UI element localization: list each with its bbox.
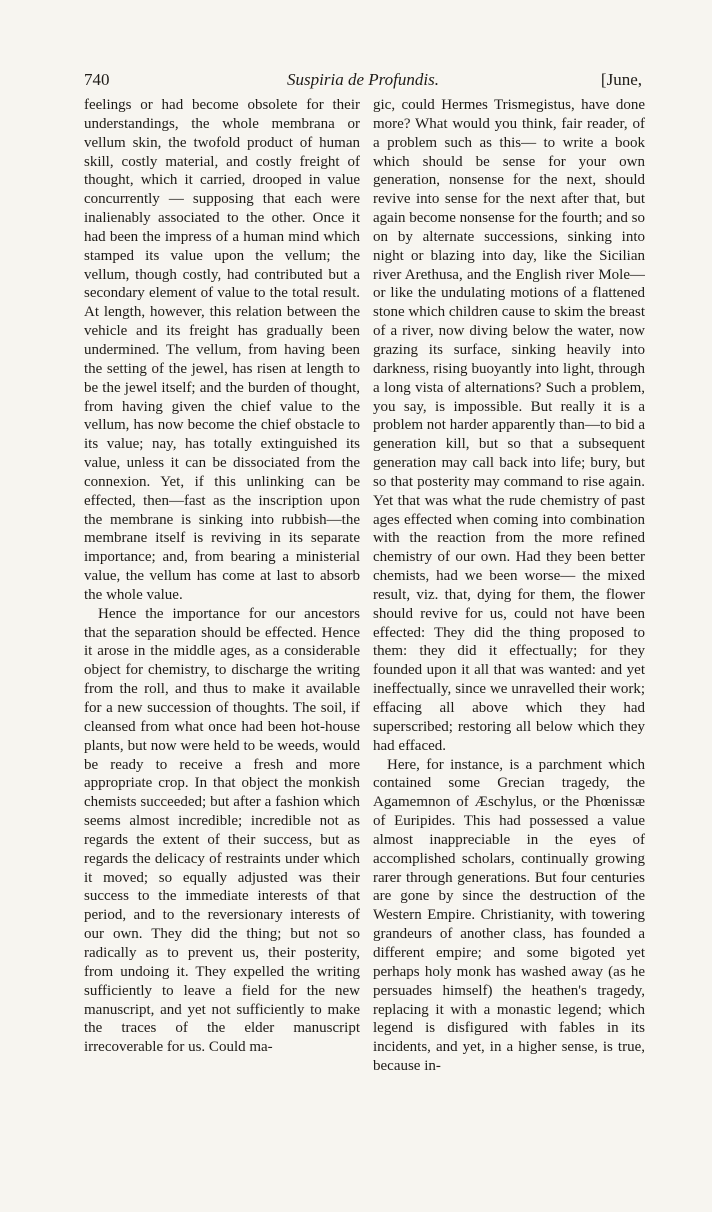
issue-month: [June,: [600, 70, 642, 89]
running-header: [84, 70, 642, 94]
right-column: [373, 96, 645, 1076]
left-paragraph-1: feelings or had become obsolete for their understandings, the whole membrana or vellum skin, the twofold product of human skill, costly material, and costly freight of thought, which it carried, drooped in value concurrently — supposing that each were inalienably associated to the other. Once it had been the impress of a human mind which stamped its value upon the vellum; the vellum, though costly, had contributed but a secondary element of value to the total result. At length, however, this relation between the vehicle and its freight has gradually been undermined. The vellum, from having been the setting of the jewel, has risen at length to be the jewel itself; and the burden of thought, from having given the chief value to the vellum, has now become the chief obstacle to its value; nay, has totally extinguished its value, unless it can be dissociated from the connexion. Yet, if this unlinking can be effected, then—fast as the inscription upon the membrane is sinking into rubbish—the membrane itself is reviving in its separate importance; and, from bearing a ministerial value, the vellum has come at last to absorb the whole value.: [84, 97, 360, 603]
page-number: 740: [84, 70, 110, 89]
running-title: Suspiria de Profundis.: [287, 70, 439, 89]
left-paragraph-2: Hence the importance for our ancestors that the separation should be effected. Hence it arose in the middle ages, as a considerable object for chemistry, to discharge the writing from the roll, and thus to make it available for a new succession of thoughts. The soil, if cleansed from what once had been hot-house plants, but now were held to be weeds, would be ready to receive a fresh and more appropriate crop. In that object the monkish chemists succeeded; but after a fashion which seems almost incredible; incredible not as regards the extent of their success, but as regards the delicacy of restraints under which it moved; so equally adjusted was their success to the immediate interests of that period, and to the reversionary interests of our own. They did the thing; but not so radically as to prevent us, their posterity, from undoing it. They expelled the writing sufficiently to leave a field for the new manuscript, and yet not sufficiently to make the traces of the elder manuscript irrecoverable for us. Could ma-: [84, 605, 360, 1056]
left-column: [84, 96, 360, 1057]
right-paragraph-1: gic, could Hermes Trismegistus, have done more? What would you think, fair reader, of a problem such as this— to write a book which should be sense for your own generation, nonsense for the next, should revive into sense for the next after that, but again become nonsense for the fourth; and so on by alternate successions, sinking into night or blazing into day, like the Sicilian river Arethusa, and the English river Mole—or like the undulating motions of a flattened stone which children cause to skim the breast of a river, now diving below the water, now grazing its surface, sinking heavily into darkness, rising buoyantly into light, through a long vista of alternations? Such a problem, you say, is impossible. But really it is a problem not harder apparently than—to bid a generation kill, but so that a subsequent generation may call back into life; bury, but so that posterity may command to rise again. Yet that was what the rude chemistry of past ages effected when coming into combination with the reaction from the more refined chemistry of our own. Had they been better chemists, had we been worse— the mixed result, viz. that, dying for them, the flower should revive for us, could not have been effected: They did the thing proposed to them: they did it effectually; for they founded upon it all that was wanted: and yet ineffectually, since we unravelled their work; effacing all above which they had superscribed; restoring all below which they had effaced.: [373, 97, 645, 754]
right-paragraph-2: Here, for instance, is a parchment which contained some Grecian tragedy, the Agamemnon of Æschylus, or the Phœnissæ of Euripides. This had possessed a value almost inappreciable in the eyes of accomplished scholars, continually growing rarer through generations. But four centuries are gone by since the destruction of the Western Empire. Christianity, with towering grandeurs of another class, has founded a different empire; and some bigoted yet perhaps holy monk has washed away (as he persuades himself) the heathen's tragedy, replacing it with a monastic legend; which legend is disfigured with fables in its incidents, and yet, in a higher sense, is true, because in-: [373, 756, 645, 1075]
